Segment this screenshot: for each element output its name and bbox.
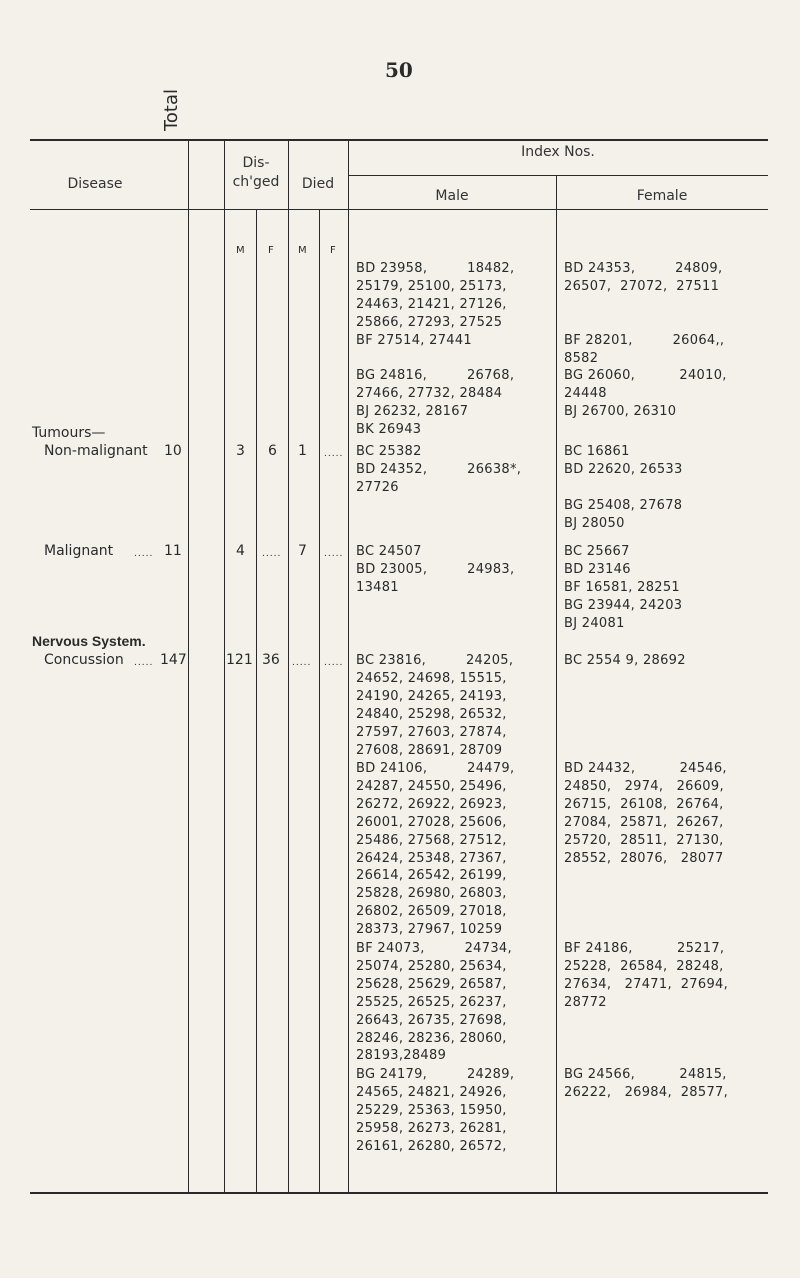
index-line: BC 16861 <box>564 444 630 459</box>
index-line: BJ 24081 <box>564 615 625 631</box>
header-died: Died <box>301 176 335 192</box>
header-disease: Disease <box>67 176 123 192</box>
leader-dots: ..... <box>134 658 154 668</box>
index-line: 27084, 25871, 26267, <box>564 814 724 830</box>
index-line: 24565, 24821, 24926, <box>356 1084 507 1100</box>
header-dis-f: F <box>268 245 274 256</box>
malignant-male-index <box>356 543 514 597</box>
index-line: BG 24566, 24815, <box>564 1067 727 1082</box>
index-line: 24287, 24550, 25496, <box>356 778 507 794</box>
index-line: BF 24186, 25217, <box>564 941 725 956</box>
index-line: 25229, 25363, 15950, <box>356 1102 507 1118</box>
concussion-female-bc <box>564 652 686 670</box>
index-line: BG 24179, 24289, <box>356 1067 515 1082</box>
non-malignant-dis-f: 6 <box>268 443 277 459</box>
index-line: 26161, 26280, 26572, <box>356 1138 507 1154</box>
index-line: 25074, 25280, 25634, <box>356 958 507 974</box>
concussion-male-bc <box>356 652 513 759</box>
index-line: BK 26943 <box>356 422 422 438</box>
index-line: 24840, 25298, 26532, <box>356 706 507 722</box>
index-line: 27466, 27732, 28484 <box>356 386 503 402</box>
index-line: BF 28201, 26064,, <box>564 332 725 348</box>
malignant-total: 11 <box>164 543 182 559</box>
index-line: BD 23958, 18482, <box>356 261 515 276</box>
page-number: 50 <box>385 58 413 82</box>
col-divider <box>188 141 189 1192</box>
tumours-label: Tumours— <box>32 425 106 441</box>
header-died-m: M <box>298 245 307 256</box>
malignant-female-index <box>564 543 682 633</box>
malignant-dis-m: 4 <box>236 543 245 559</box>
index-line: 24463, 21421, 27126, <box>356 296 507 312</box>
index-line: 26643, 26735, 27698, <box>356 1012 507 1028</box>
index-line: BD 24432, 24546, <box>564 761 727 776</box>
index-line: 25866, 27293, 27525 <box>356 314 503 330</box>
index-sub-rule <box>348 175 768 176</box>
index-line: 27726 <box>356 479 399 495</box>
concussion-female-bg <box>564 1066 728 1102</box>
index-line: BC 25667 <box>564 544 630 559</box>
index-line: BF 16581, 28251 <box>564 579 681 595</box>
index-line: 24448 <box>564 386 607 402</box>
concussion-female-bd <box>564 760 727 867</box>
index-line: 26272, 26922, 26923, <box>356 796 507 812</box>
table-bottom-rule <box>30 1192 768 1194</box>
header-died-f: F <box>330 245 336 256</box>
index-line: 8582 <box>564 350 599 366</box>
non-malignant-died-m: 1 <box>298 443 307 459</box>
header-bottom-rule <box>30 209 768 210</box>
header-dis-m: M <box>236 245 245 256</box>
concussion-total: 147 <box>160 652 187 668</box>
index-line: 27597, 27603, 27874, <box>356 724 507 740</box>
col-divider <box>319 210 320 1192</box>
index-line: 26424, 25348, 27367, <box>356 850 507 866</box>
index-line: BJ 26232, 28167 <box>356 404 469 420</box>
concussion-dis-f: 36 <box>262 652 280 668</box>
index-line <box>356 350 514 368</box>
table-top-rule <box>30 139 768 141</box>
leader-dots: ..... <box>324 658 344 668</box>
index-line: BD 23005, 24983, <box>356 561 515 577</box>
header-total: Total <box>161 88 182 132</box>
index-line: BG 23944, 24203 <box>564 597 683 613</box>
col-divider <box>224 141 225 1192</box>
index-line: BC 24507 <box>356 544 422 559</box>
index-line: 28193,28489 <box>356 1048 447 1064</box>
leader-dots: ..... <box>262 549 282 559</box>
non-malignant-dis-m: 3 <box>236 443 245 459</box>
index-line: BD 22620, 26533 <box>564 461 683 477</box>
index-line: 28772 <box>564 994 607 1010</box>
index-line: 25525, 26525, 26237, <box>356 994 507 1010</box>
tumours-male-index-a <box>356 260 514 439</box>
index-line: 26715, 26108, 26764, <box>564 796 724 812</box>
concussion-male-bd <box>356 760 514 939</box>
malignant-label: Malignant <box>44 543 114 559</box>
index-line: 27608, 28691, 28709 <box>356 742 503 758</box>
index-line: 28246, 28236, 28060, <box>356 1030 507 1046</box>
leader-dots: ..... <box>324 449 344 459</box>
leader-dots: ..... <box>134 549 154 559</box>
header-female: Female <box>636 188 688 204</box>
index-line: 26802, 26509, 27018, <box>356 904 507 920</box>
header-male: Male <box>435 188 469 204</box>
index-line: 28552, 28076, 28077 <box>564 850 724 866</box>
index-line: 27634, 27471, 27694, <box>564 976 729 992</box>
index-line: BF 27514, 27441 <box>356 332 473 348</box>
index-line: 28373, 27967, 10259 <box>356 922 503 938</box>
header-index-nos: Index Nos. <box>521 144 595 160</box>
index-line: BF 24073, 24734, <box>356 941 512 956</box>
index-line: BG 24816, 26768, <box>356 368 515 384</box>
concussion-male-bf <box>356 940 512 1065</box>
index-line: 26614, 26542, 26199, <box>356 868 507 884</box>
leader-dots: ..... <box>292 658 312 668</box>
index-line: BD 24106, 24479, <box>356 761 515 776</box>
index-line: 24190, 24265, 24193, <box>356 688 507 704</box>
index-line: BD 24353, 24809, <box>564 261 723 276</box>
col-divider <box>556 176 557 1192</box>
header-discharged-1: Dis- <box>242 155 270 171</box>
index-line: BG 26060, 24010, <box>564 368 727 384</box>
index-line: 25228, 26584, 28248, <box>564 958 724 974</box>
malignant-died-m: 7 <box>298 543 307 559</box>
col-divider <box>256 210 257 1192</box>
concussion-label: Concussion <box>44 652 124 668</box>
index-line: 25486, 27568, 27512, <box>356 832 507 848</box>
tumours-male-index-b <box>356 443 521 497</box>
index-line: BG 25408, 27678 <box>564 497 683 513</box>
tumours-female-index-a <box>564 260 727 421</box>
index-line: 26222, 26984, 28577, <box>564 1084 729 1100</box>
index-line: BJ 26700, 26310 <box>564 404 677 420</box>
index-line: 24850, 2974, 26609, <box>564 778 724 794</box>
index-line: BD 23146 <box>564 561 631 577</box>
index-line: 25720, 28511, 27130, <box>564 832 724 848</box>
non-malignant-label: Non-malignant <box>44 443 148 459</box>
index-line: 25828, 26980, 26803, <box>356 886 507 902</box>
concussion-dis-m: 121 <box>226 652 253 668</box>
col-divider <box>288 141 289 1192</box>
index-line: 25958, 26273, 26281, <box>356 1120 507 1136</box>
index-line <box>564 296 727 314</box>
index-line: 26001, 27028, 25606, <box>356 814 507 830</box>
index-line: BC 23816, 24205, <box>356 653 514 668</box>
header-discharged-2: ch'ged <box>232 174 280 190</box>
index-line: 24652, 24698, 15515, <box>356 670 507 686</box>
index-line <box>564 314 727 332</box>
index-line: 26507, 27072, 27511 <box>564 278 720 294</box>
concussion-male-bg <box>356 1066 514 1156</box>
leader-dots: ..... <box>324 549 344 559</box>
index-line: BJ 28050 <box>564 515 625 531</box>
index-line: 25628, 25629, 26587, <box>356 976 507 992</box>
section-heading: Nervous System. <box>32 633 146 649</box>
non-malignant-total: 10 <box>164 443 182 459</box>
index-line: BC 25382 <box>356 444 422 459</box>
index-line: 13481 <box>356 579 399 595</box>
tumours-female-index-b <box>564 443 683 533</box>
index-line: BC 2554 9, 28692 <box>564 653 686 668</box>
col-divider <box>348 141 349 1192</box>
index-line: 25179, 25100, 25173, <box>356 278 507 294</box>
index-line: BD 24352, 26638*, <box>356 461 522 477</box>
concussion-female-bf <box>564 940 728 1012</box>
index-line <box>564 479 683 497</box>
